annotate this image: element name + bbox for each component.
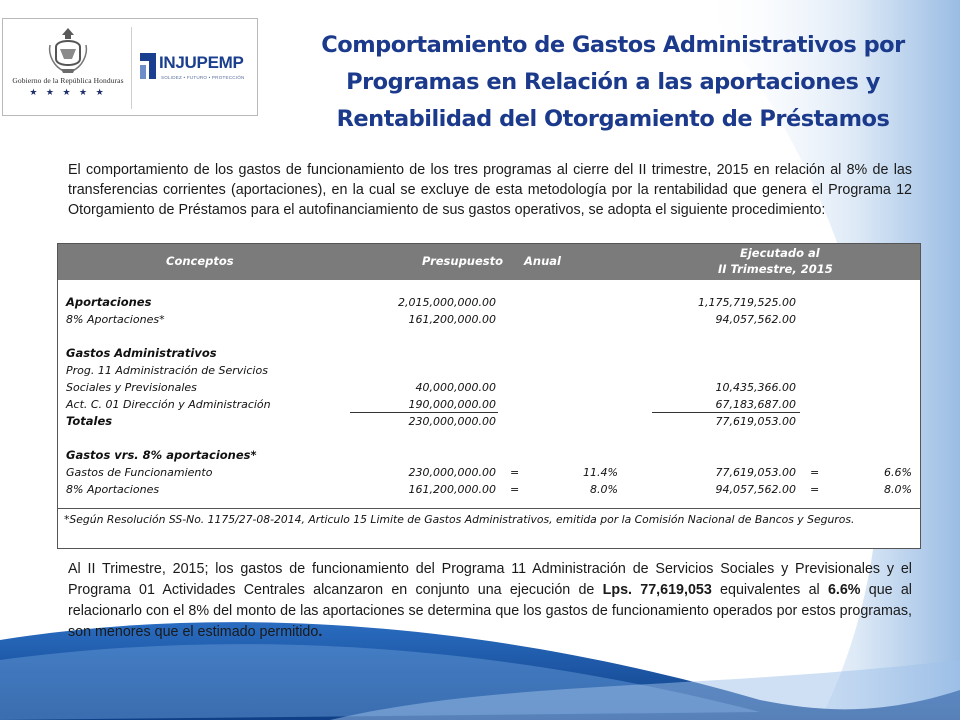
closing-part2: equivalentes al	[711, 582, 828, 598]
cell-pct1: 8.0%	[590, 483, 618, 496]
closing-percent: 6.6%	[827, 582, 861, 598]
cell-label: Gastos Administrativos	[66, 346, 217, 360]
cell-label: Prog. 11 Administración de Servicios	[66, 364, 268, 377]
cell-label: 8% Aportaciones	[66, 483, 160, 496]
cell-pct1: 11.4%	[583, 466, 618, 479]
honduras-seal-icon	[44, 25, 92, 75]
table-footnote: *Según Resolución SS-No. 1175/27-08-2014, Articulo 15 Limite de Gastos Administrativos, emitida por la Comisión Nacional de Bancos y Seguros.	[58, 508, 920, 548]
closing-part1: Al II Trimestre, 2015; los gastos de funcionamiento del Programa 11 Administración de Servicios Sociales y Previsionales y el Programa 01 Actividades Centrales alcanzaron en conjunto una ejecución de	[68, 561, 912, 598]
closing-amount: Lps. 77,619,053	[602, 582, 712, 598]
cell-label: Gastos de Funcionamiento	[66, 466, 213, 479]
logo-box	[2, 18, 258, 116]
header-anual: Anual	[524, 254, 561, 268]
stars-icon: ★ ★ ★ ★ ★	[29, 87, 107, 97]
cell-label: Sociales y Previsionales	[66, 381, 197, 394]
injupemp-mark-icon	[137, 49, 159, 83]
budget-table	[57, 243, 921, 549]
cell-ejecutado: 94,057,562.00	[715, 483, 796, 496]
cell-ejecutado: 77,619,053.00	[715, 415, 796, 428]
cell-presupuesto: 2,015,000,000.00	[398, 296, 496, 309]
cell-presupuesto: 40,000,000.00	[415, 381, 496, 394]
government-name: Gobierno de la República Honduras	[12, 76, 124, 85]
cell-label: Gastos vrs. 8% aportaciones*	[66, 448, 257, 462]
table-row	[58, 481, 920, 498]
cell-eq2: =	[810, 466, 820, 479]
closing-part3: que al relacionarlo con el 8% del monto de las aportaciones se determina que los gastos de funcionamiento operados por estos programas, son menores que el estimado permitido	[68, 582, 912, 640]
header-conceptos: Conceptos	[166, 254, 234, 268]
cell-ejecutado: 94,057,562.00	[715, 313, 796, 326]
cell-presupuesto: 161,200,000.00	[408, 483, 496, 496]
intro-paragraph: El comportamiento de los gastos de funcionamiento de los tres programas al cierre del II trimestre, 2015 en relación al 8% de las transferencias corrientes (aportaciones), en la cual se excluye de esta metodología por la rentabilidad que genera el Programa 12 Otorgamiento de Préstamos para el autofinanciamiento de sus gastos operativos, se adopta el siguiente procedimiento:	[68, 162, 912, 218]
totals-rule	[652, 412, 800, 413]
injupemp-name: INJUPEMP	[159, 53, 244, 72]
table-row	[58, 464, 920, 481]
cell-eq1: =	[510, 483, 520, 496]
logo-divider	[131, 27, 132, 109]
injupemp-tagline: SOLIDEZ • FUTURO • PROTECCIÓN	[161, 75, 245, 80]
header-ejecutado-1: Ejecutado al	[740, 246, 820, 260]
cell-ejecutado: 77,619,053.00	[715, 466, 796, 479]
cell-presupuesto: 161,200,000.00	[408, 313, 496, 326]
cell-label: Aportaciones	[66, 295, 152, 309]
cell-ejecutado: 10,435,366.00	[715, 381, 796, 394]
table-header	[58, 244, 920, 280]
table-row	[58, 413, 920, 430]
table-row	[58, 345, 920, 362]
totals-rule	[350, 412, 498, 413]
closing-paragraph	[68, 559, 912, 643]
cell-label: 8% Aportaciones*	[66, 313, 165, 326]
cell-presupuesto: 230,000,000.00	[408, 466, 496, 479]
header-presupuesto: Presupuesto	[422, 254, 504, 268]
table-row	[58, 379, 920, 396]
cell-label: Act. C. 01 Dirección y Administración	[66, 398, 271, 411]
cell-pct2: 8.0%	[884, 483, 912, 496]
header-ejecutado-2: II Trimestre, 2015	[718, 262, 833, 276]
cell-presupuesto: 190,000,000.00	[408, 398, 496, 411]
cell-eq2: =	[810, 483, 820, 496]
cell-ejecutado: 67,183,687.00	[715, 398, 796, 411]
table-row	[58, 311, 920, 328]
cell-eq1: =	[510, 466, 520, 479]
cell-label: Totales	[66, 414, 113, 428]
injupemp-logo	[137, 47, 255, 97]
table-row	[58, 396, 920, 413]
government-logo	[11, 25, 125, 113]
cell-presupuesto: 230,000,000.00	[408, 415, 496, 428]
table-row	[58, 294, 920, 311]
slide-title: Comportamiento de Gastos Administrativos por Programas en Relación a las aportaciones y Rentabilidad del Otorgamiento de Préstamos	[321, 32, 905, 132]
table-row	[58, 362, 920, 379]
cell-ejecutado: 1,175,719,525.00	[698, 296, 796, 309]
cell-pct2: 6.6%	[884, 466, 912, 479]
table-body	[58, 280, 920, 508]
closing-end: .	[318, 624, 323, 640]
table-row	[58, 447, 920, 464]
